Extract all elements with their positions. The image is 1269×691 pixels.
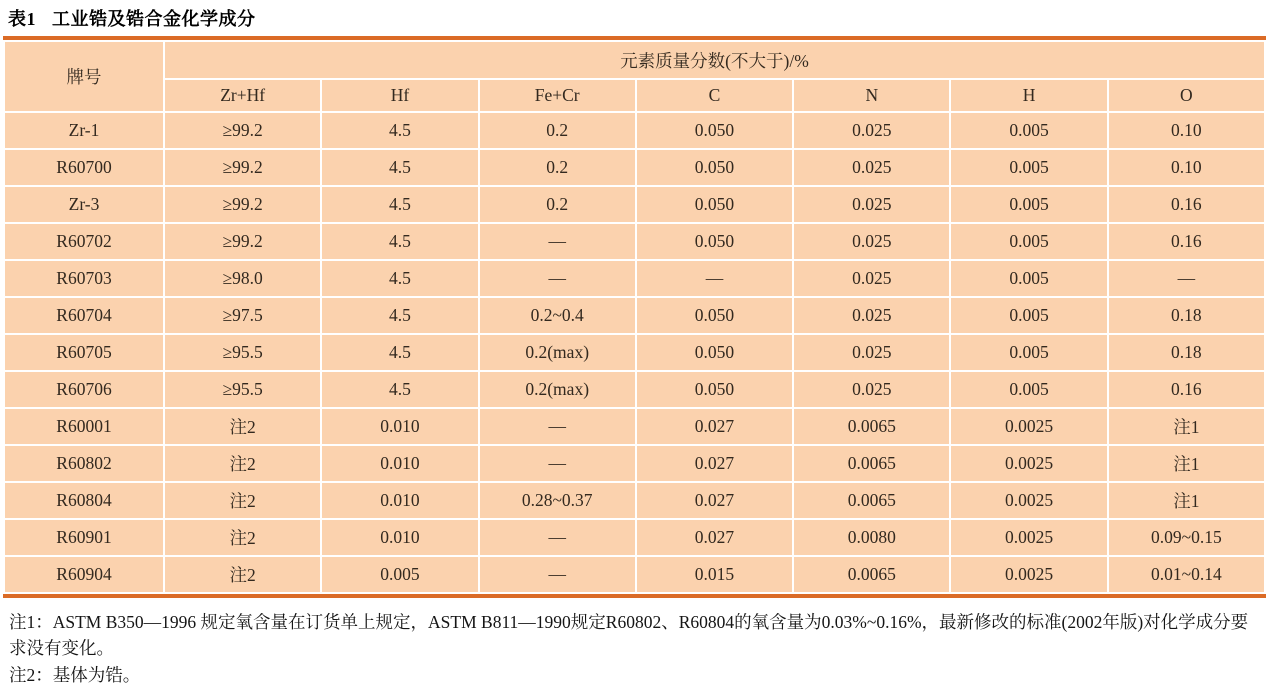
grade-cell: R60804 — [5, 483, 163, 518]
value-cell: 0.28~0.37 — [480, 483, 635, 518]
value-cell: 注2 — [165, 520, 320, 555]
value-cell: — — [480, 557, 635, 592]
column-header-h: H — [951, 80, 1106, 111]
value-cell: 0.050 — [637, 113, 792, 148]
value-cell: 0.027 — [637, 520, 792, 555]
grade-cell: Zr-3 — [5, 187, 163, 222]
value-cell: ≥98.0 — [165, 261, 320, 296]
value-cell: 0.027 — [637, 446, 792, 481]
table-row — [5, 372, 1264, 407]
value-cell: 注2 — [165, 409, 320, 444]
value-cell: 0.025 — [794, 150, 949, 185]
value-cell: 0.010 — [322, 409, 477, 444]
column-group-header: 元素质量分数(不大于)/% — [165, 42, 1264, 78]
table-row — [5, 483, 1264, 518]
value-cell: ≥95.5 — [165, 335, 320, 370]
grade-cell: R60702 — [5, 224, 163, 259]
value-cell: 0.0025 — [951, 483, 1106, 518]
value-cell: 0.2 — [480, 150, 635, 185]
value-cell: 0.005 — [951, 187, 1106, 222]
header-row-group — [5, 42, 1264, 78]
footnotes — [3, 598, 1266, 688]
table-number: 表1 — [8, 9, 36, 29]
value-cell: 0.0025 — [951, 520, 1106, 555]
value-cell: 0.025 — [794, 298, 949, 333]
table-row — [5, 557, 1264, 592]
table-row — [5, 335, 1264, 370]
value-cell: 注2 — [165, 483, 320, 518]
value-cell: 0.025 — [794, 372, 949, 407]
column-header-n: N — [794, 80, 949, 111]
value-cell: — — [480, 261, 635, 296]
value-cell: 4.5 — [322, 187, 477, 222]
value-cell: 4.5 — [322, 224, 477, 259]
grade-cell: R60700 — [5, 150, 163, 185]
value-cell: 0.025 — [794, 335, 949, 370]
table-title — [3, 2, 1266, 36]
grade-cell: R60802 — [5, 446, 163, 481]
value-cell: 0.010 — [322, 483, 477, 518]
value-cell: ≥99.2 — [165, 150, 320, 185]
value-cell: 0.0025 — [951, 446, 1106, 481]
value-cell: 0.0080 — [794, 520, 949, 555]
value-cell: 注2 — [165, 557, 320, 592]
value-cell: 0.025 — [794, 113, 949, 148]
value-cell: 4.5 — [322, 113, 477, 148]
value-cell: 0.2(max) — [480, 335, 635, 370]
value-cell: 4.5 — [322, 335, 477, 370]
header-row-elements — [5, 80, 1264, 111]
value-cell: 0.2 — [480, 113, 635, 148]
value-cell: ≥99.2 — [165, 113, 320, 148]
table-row — [5, 409, 1264, 444]
value-cell: 0.10 — [1109, 113, 1264, 148]
value-cell: — — [637, 261, 792, 296]
table-row — [5, 113, 1264, 148]
value-cell: 0.0065 — [794, 446, 949, 481]
value-cell: ≥99.2 — [165, 187, 320, 222]
value-cell: 0.005 — [951, 372, 1106, 407]
grade-cell: R60904 — [5, 557, 163, 592]
value-cell: 0.015 — [637, 557, 792, 592]
value-cell: 0.050 — [637, 335, 792, 370]
grade-cell: R60901 — [5, 520, 163, 555]
value-cell: 0.0065 — [794, 483, 949, 518]
value-cell: 0.01~0.14 — [1109, 557, 1264, 592]
value-cell: ≥95.5 — [165, 372, 320, 407]
table-body — [5, 113, 1264, 592]
table-row — [5, 150, 1264, 185]
grade-cell: R60001 — [5, 409, 163, 444]
grade-cell: Zr-1 — [5, 113, 163, 148]
column-header-o: O — [1109, 80, 1264, 111]
value-cell: 0.010 — [322, 446, 477, 481]
grade-cell: R60705 — [5, 335, 163, 370]
value-cell: 注1 — [1109, 483, 1264, 518]
value-cell: 0.16 — [1109, 224, 1264, 259]
value-cell: 0.025 — [794, 224, 949, 259]
value-cell: 0.16 — [1109, 187, 1264, 222]
composition-table — [3, 40, 1266, 594]
footnote-2: 注2：基体为锆。 — [9, 664, 141, 685]
value-cell: 0.005 — [322, 557, 477, 592]
grade-cell: R60704 — [5, 298, 163, 333]
value-cell: 0.005 — [951, 150, 1106, 185]
value-cell: 注1 — [1109, 409, 1264, 444]
table-row — [5, 446, 1264, 481]
value-cell: 0.2(max) — [480, 372, 635, 407]
table-row — [5, 224, 1264, 259]
value-cell: 4.5 — [322, 261, 477, 296]
value-cell: — — [480, 446, 635, 481]
table-row — [5, 261, 1264, 296]
grade-cell: R60703 — [5, 261, 163, 296]
value-cell: 0.16 — [1109, 372, 1264, 407]
value-cell: 0.027 — [637, 483, 792, 518]
value-cell: 注1 — [1109, 446, 1264, 481]
value-cell: 0.005 — [951, 298, 1106, 333]
value-cell: 0.005 — [951, 224, 1106, 259]
value-cell: 0.18 — [1109, 298, 1264, 333]
value-cell: 0.025 — [794, 187, 949, 222]
table-row — [5, 520, 1264, 555]
value-cell: 0.2 — [480, 187, 635, 222]
value-cell: 0.050 — [637, 298, 792, 333]
value-cell: 4.5 — [322, 372, 477, 407]
grade-cell: R60706 — [5, 372, 163, 407]
column-header-fe-cr: Fe+Cr — [480, 80, 635, 111]
footnote-1: 注1：ASTM B350—1996 规定氧含量在订货单上规定，ASTM B811—1990规定R60802、R60804的氧含量为0.03%~0.16%，最新修改的标准(2002年版)对化学成分要求没有变化。 — [9, 612, 1249, 659]
table-row — [5, 298, 1264, 333]
value-cell: 注2 — [165, 446, 320, 481]
value-cell: 0.2~0.4 — [480, 298, 635, 333]
value-cell: ≥99.2 — [165, 224, 320, 259]
value-cell: 0.005 — [951, 113, 1106, 148]
column-header-grade: 牌号 — [5, 42, 163, 111]
value-cell: 0.0065 — [794, 557, 949, 592]
value-cell: — — [480, 520, 635, 555]
value-cell: ≥97.5 — [165, 298, 320, 333]
value-cell: 0.050 — [637, 372, 792, 407]
value-cell: 0.10 — [1109, 150, 1264, 185]
value-cell: 0.050 — [637, 187, 792, 222]
column-header-c: C — [637, 80, 792, 111]
value-cell: 0.027 — [637, 409, 792, 444]
value-cell: 0.0025 — [951, 409, 1106, 444]
value-cell: — — [480, 224, 635, 259]
value-cell: 0.0025 — [951, 557, 1106, 592]
value-cell: 0.005 — [951, 335, 1106, 370]
value-cell: 0.0065 — [794, 409, 949, 444]
value-cell: 4.5 — [322, 298, 477, 333]
table-title-text: 工业锆及锆合金化学成分 — [52, 9, 256, 29]
table-row — [5, 187, 1264, 222]
value-cell: 4.5 — [322, 150, 477, 185]
value-cell: 0.18 — [1109, 335, 1264, 370]
value-cell: 0.050 — [637, 224, 792, 259]
value-cell: 0.005 — [951, 261, 1106, 296]
value-cell: — — [1109, 261, 1264, 296]
composition-table-wrapper — [3, 36, 1266, 598]
column-header-hf: Hf — [322, 80, 477, 111]
column-header-zr-hf: Zr+Hf — [165, 80, 320, 111]
value-cell: — — [480, 409, 635, 444]
value-cell: 0.010 — [322, 520, 477, 555]
value-cell: 0.050 — [637, 150, 792, 185]
value-cell: 0.025 — [794, 261, 949, 296]
value-cell: 0.09~0.15 — [1109, 520, 1264, 555]
